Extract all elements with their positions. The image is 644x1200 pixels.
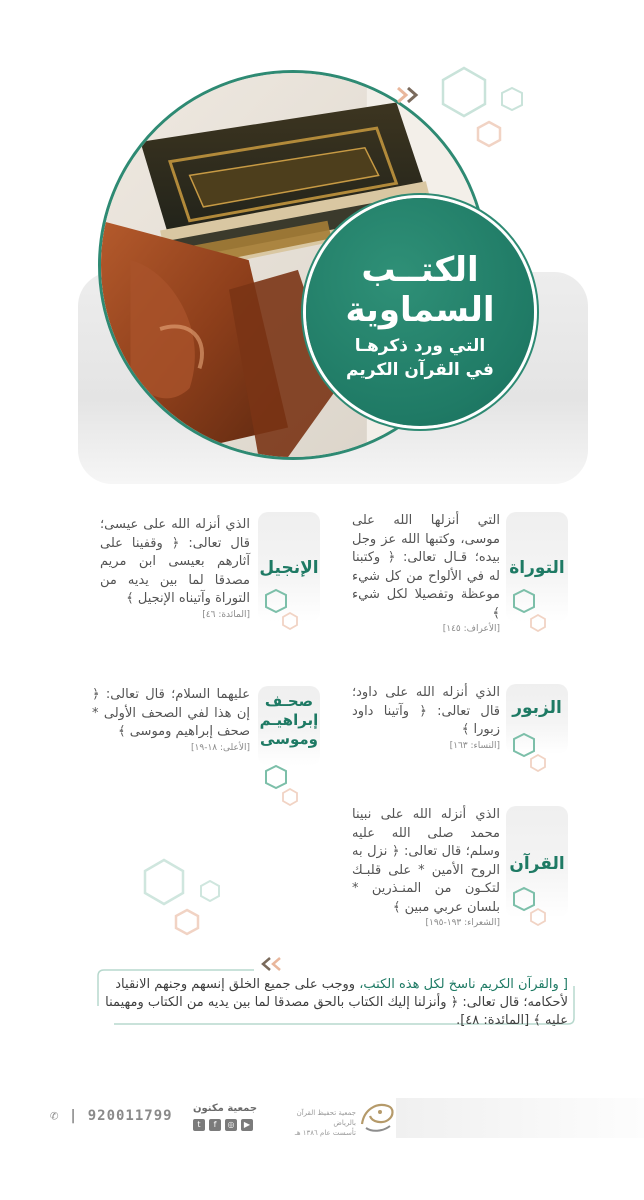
logo-caption-line-2: تأسست عام ١٣٨٦ هـ (294, 1129, 356, 1137)
subtitle-line-2: في القرآن الكريم (346, 360, 494, 380)
suhuf-description (92, 686, 250, 755)
quran-text: الذي أنزله الله على نبينا محمد صلى الله عليه وسلم؛ قال تعالى: ﴿ نزل به الروح الأمين * على قلبـك لتكـون من المنـذرين * بلسان عربي مبين ﴾ (352, 807, 500, 915)
title-line-1: الكتــب (361, 250, 479, 290)
hexagon-decoration-icon (476, 120, 502, 148)
hexagon-decoration-icon (282, 612, 298, 630)
hexagon-decoration-icon (530, 754, 546, 772)
hexagon-decoration-icon (200, 880, 220, 902)
quote-accent-text: [ والقرآن الكريم ناسخ لكل هذه الكتب، (359, 977, 568, 992)
suhuf-reference: [الأعلى: ١٨-١٩] (191, 742, 250, 753)
title-line-2: السماوية (345, 290, 495, 330)
hexagon-decoration-icon (264, 764, 288, 790)
hexagon-decoration-icon (530, 614, 546, 632)
torah-reference: [الأعراف: ١٤٥] (442, 624, 500, 634)
logo-caption (272, 1108, 356, 1138)
suhuf-title-tab (258, 686, 320, 766)
zabur-description (352, 684, 500, 753)
page-subtitle (306, 334, 534, 382)
injeel-text: الذي أنزله الله على عيسى؛ قال تعالى: ﴿ وقفينا على آثارهم بعيسى ابن مريم مصدقا لما بين يديه من التوراة وآتيناه الإنجيل ﴾ (100, 517, 250, 606)
twitter-icon[interactable]: t (193, 1119, 205, 1131)
makenon-logo-icon (354, 1094, 398, 1138)
hexagon-decoration-icon (530, 908, 546, 926)
quran-description (352, 806, 500, 930)
injeel-description (100, 516, 250, 622)
hexagon-decoration-icon (174, 908, 200, 936)
double-chevron-icon (396, 86, 422, 104)
social-links (188, 1119, 258, 1133)
suhuf-title-line-2: إبراهيـم (259, 711, 319, 729)
zabur-title: الزبور (512, 698, 562, 718)
quran-title: القرآن (509, 854, 565, 874)
organization-name: جمعية مكنون (192, 1103, 258, 1114)
suhuf-title-line-3: وموسى (260, 730, 318, 748)
hexagon-decoration-icon (512, 588, 536, 614)
hexagon-decoration-icon (440, 66, 488, 118)
hexagon-decoration-icon (142, 858, 186, 906)
youtube-icon[interactable]: ▶ (241, 1119, 253, 1131)
logo-caption-line-1: جمعية تحفيظ القرآن بالرياض (296, 1109, 356, 1127)
quote-body-text: ووجب على جميع الخلق إنسهم وجنهم الانقياد لأحكامه؛ قال تعالى: ﴿ وأنزلنا إليك الكتاب بالحق مصدقا لما بين يديه من الكتاب ومهيمنا عليه ﴾ [المائدة: ٤٨]. (105, 977, 568, 1028)
hexagon-decoration-icon (282, 788, 298, 806)
hexagon-decoration-icon (500, 86, 524, 112)
zabur-reference: [النساء: ١٦٣] (449, 740, 500, 751)
double-chevron-icon (260, 956, 284, 972)
page-title (306, 250, 534, 330)
torah-description (352, 512, 500, 636)
quran-reference: [الشعراء: ١٩٣-١٩٥] (425, 918, 500, 928)
phone-icon: ✆ | (50, 1108, 88, 1124)
facebook-icon[interactable]: f (209, 1119, 221, 1131)
phone-number-text: 920011799 (87, 1108, 173, 1124)
phone-number[interactable] (50, 1108, 173, 1124)
suhuf-text: عليهما السلام؛ قال تعالى: ﴿ إن هذا لفي الصحف الأولى * صحف إبراهيم وموسى ﴾ (92, 687, 250, 739)
footer-logo-band (396, 1098, 644, 1138)
instagram-icon[interactable]: ◎ (225, 1119, 237, 1131)
conclusion-quote (100, 976, 568, 1030)
injeel-title: الإنجيل (259, 558, 319, 578)
injeel-reference: [المائدة: ٤٦] (202, 609, 250, 620)
subtitle-line-1: التي ورد ذكرهـا (354, 336, 486, 356)
suhuf-title-line-1: صحـف (264, 692, 314, 710)
title-badge (306, 198, 534, 426)
torah-text: التي أنزلها الله على موسى، وكتبها الله عز وجل بيده؛ قـال تعالى: ﴿ وكتبنا له في الألواح من كل شيء موعظة وتفصيلا لكل شيء ﴾ (352, 513, 500, 621)
torah-title: التوراة (509, 558, 565, 578)
hexagon-decoration-icon (264, 588, 288, 614)
zabur-text: الذي أنزله الله على داود؛ قال تعالى: ﴿ وآتينا داود زبورا ﴾ (352, 685, 500, 737)
